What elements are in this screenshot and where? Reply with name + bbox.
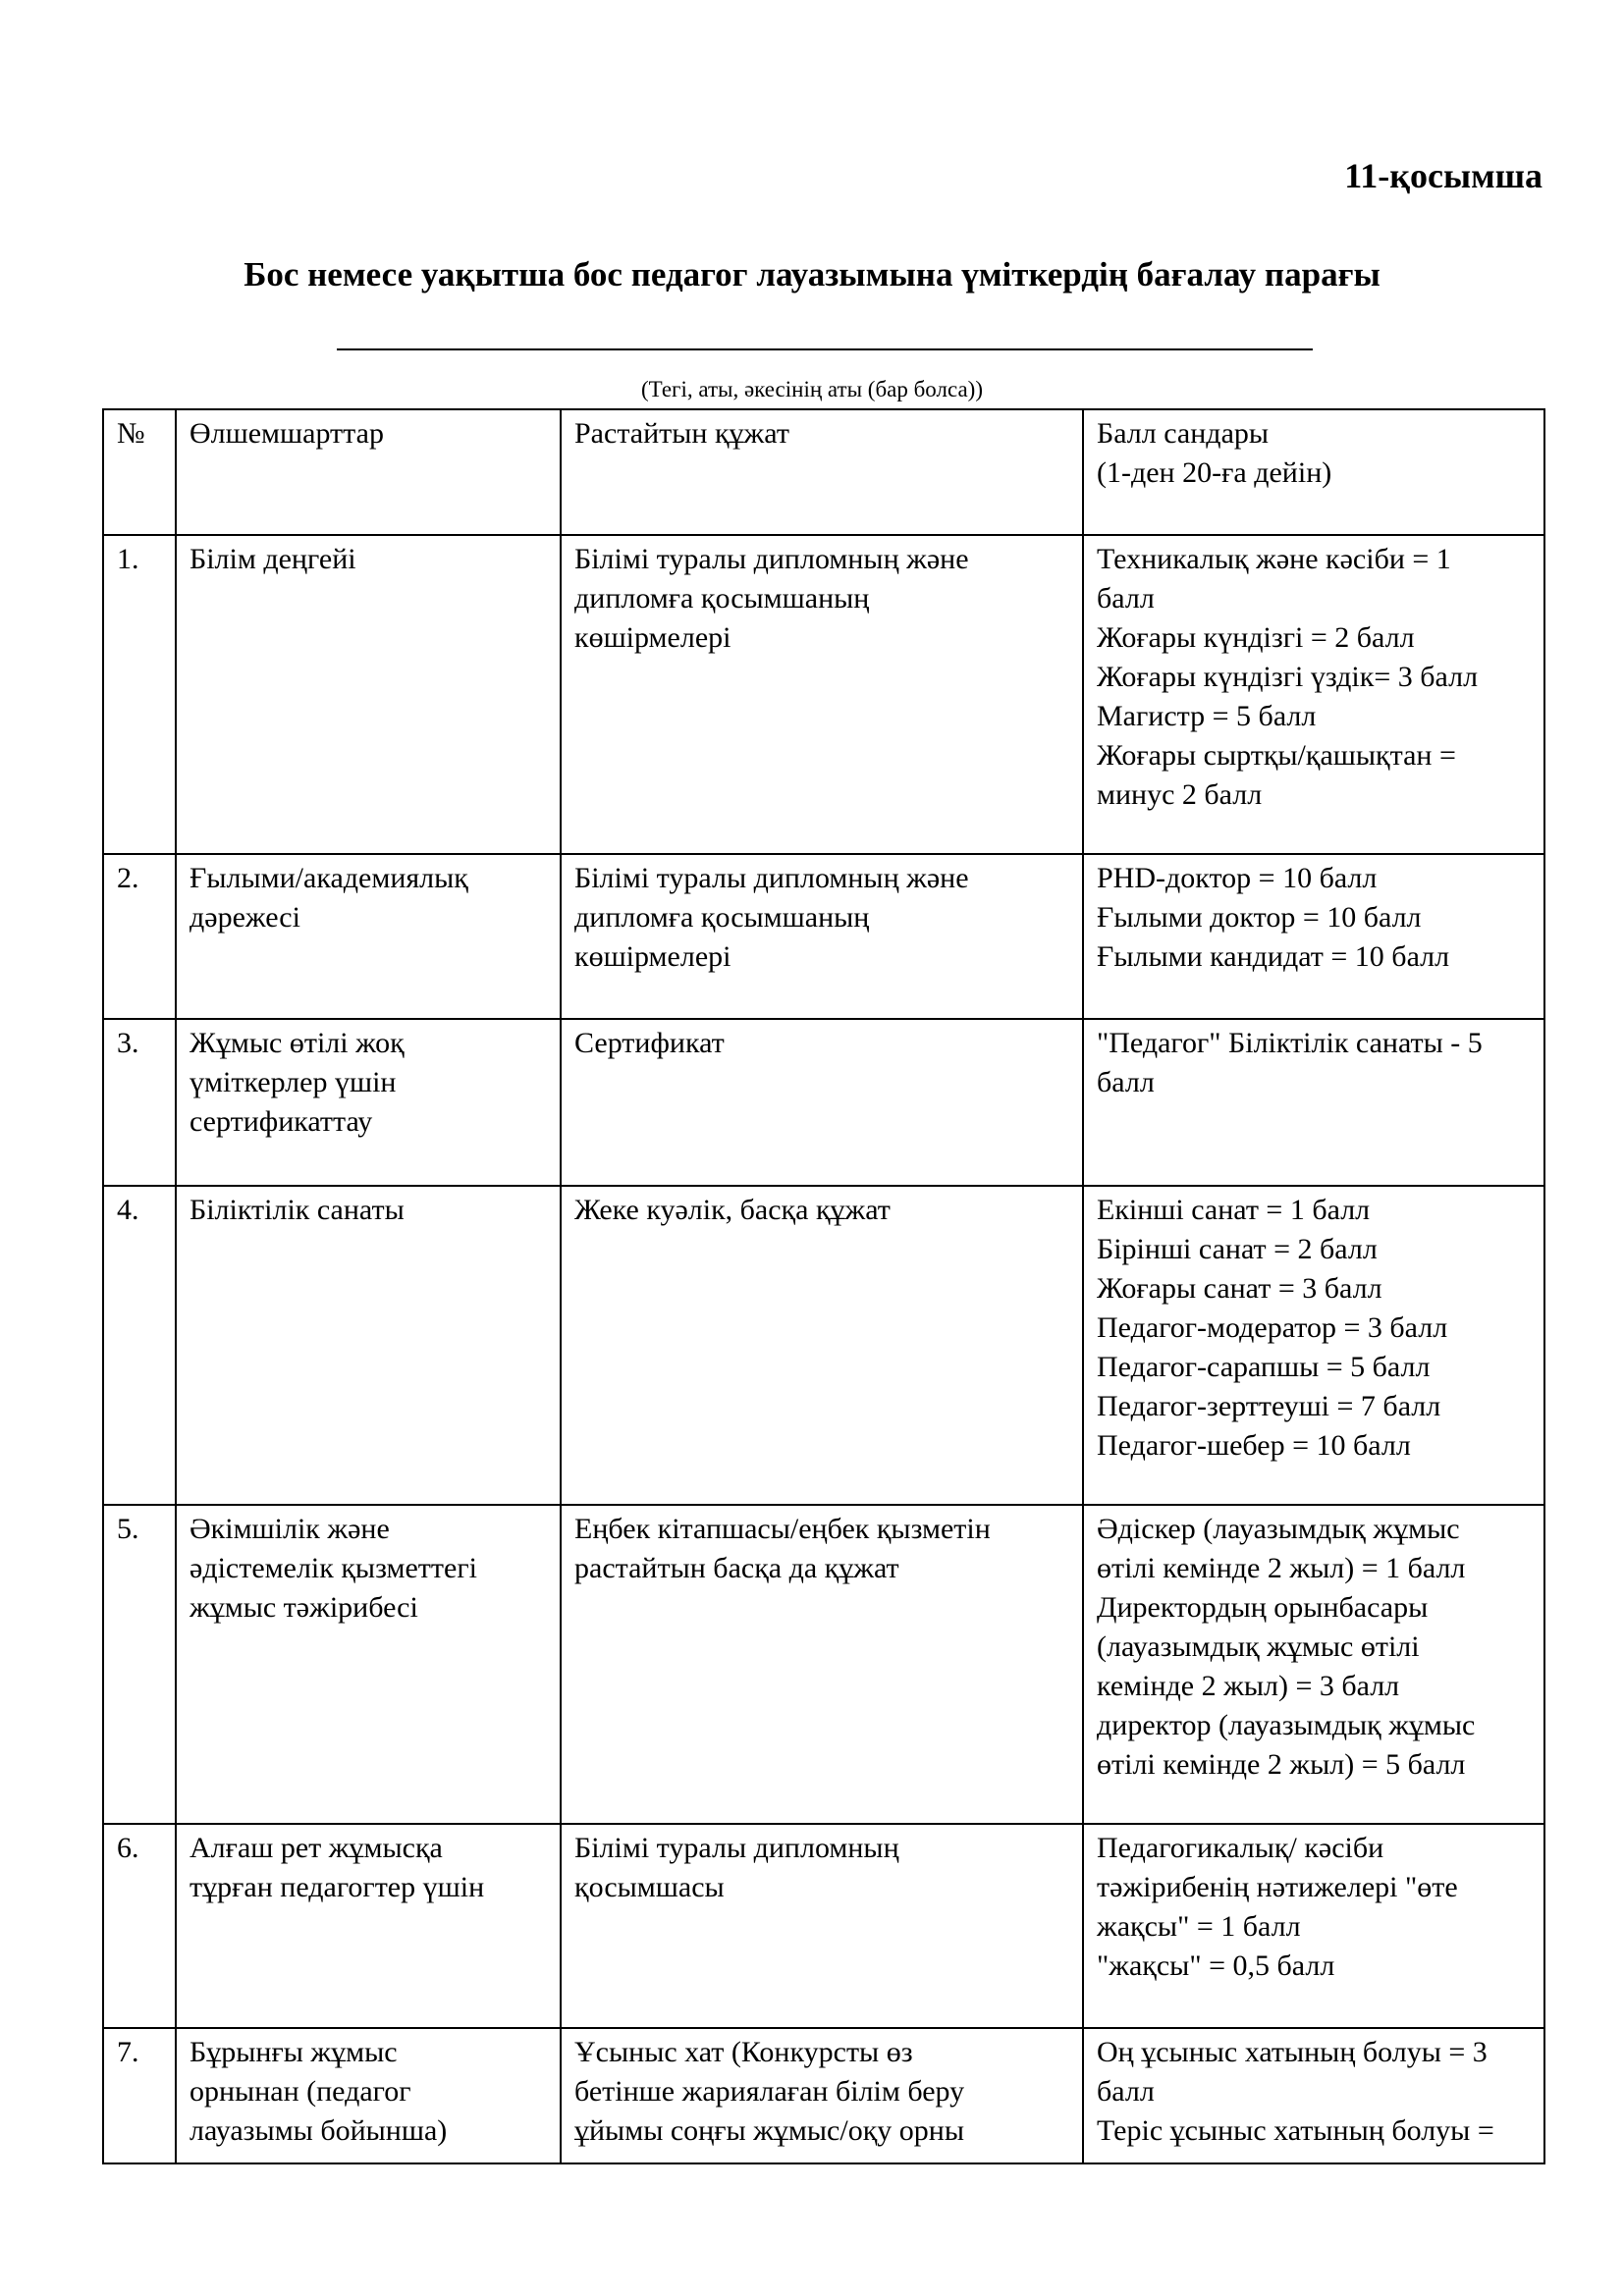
cell-line: жақсы" = 1 балл — [1097, 1910, 1301, 1943]
cell-line: қосымшасы — [574, 1871, 725, 1903]
document-cell — [561, 1186, 1083, 1505]
table-row — [103, 1019, 1544, 1186]
cell-line: әдістемелік қызметтегі — [189, 1552, 477, 1584]
name-underline — [337, 348, 1313, 350]
cell-line: Оң ұсыныс хатының болуы = 3 — [1097, 2036, 1488, 2068]
cell-line: балл — [1097, 1066, 1155, 1098]
cell-line: Жоғары сыртқы/қашықтан = — [1097, 739, 1456, 772]
cell-line: дипломға қосымшаның — [574, 582, 870, 614]
cell-line: өтілі кемінде 2 жыл) = 5 балл — [1097, 1748, 1466, 1781]
criterion-cell — [176, 1019, 561, 1186]
cell-line: сертификаттау — [189, 1105, 373, 1138]
cell-line: Білімі туралы дипломның — [574, 1832, 899, 1864]
cell-line: Бірінші санат = 2 балл — [1097, 1233, 1378, 1265]
cell-line: ұйымы соңғы жұмыс/оқу орны — [574, 2114, 964, 2147]
name-caption: (Тегі, аты, әкесінің аты (бар болса)) — [640, 377, 983, 401]
cell-line: балл — [1097, 582, 1155, 614]
cell-line: Өлшемшарттар — [189, 417, 384, 450]
cell-line: Балл сандары — [1097, 417, 1270, 450]
cell-line: Педагогикалық/ кәсіби — [1097, 1832, 1384, 1864]
cell-line: Педагог-сарапшы = 5 балл — [1097, 1351, 1431, 1383]
cell-line: Жоғары күндізгі үздік= 3 балл — [1097, 661, 1479, 693]
cell-line: № — [117, 417, 145, 450]
cell-line: Магистр = 5 балл — [1097, 700, 1317, 732]
points-cell — [1083, 854, 1544, 1019]
cell-line: Теріс ұсыныс хатының болуы = — [1097, 2114, 1494, 2147]
points-cell — [1083, 1019, 1544, 1186]
cell-line: 4. — [117, 1194, 139, 1226]
cell-line: Алғаш рет жұмысқа — [189, 1832, 443, 1864]
header-document — [561, 409, 1083, 535]
cell-line: Техникалық және кәсіби = 1 — [1097, 543, 1451, 575]
cell-line: Жеке куәлік, басқа құжат — [574, 1194, 891, 1226]
cell-line: Ұсыныс хат (Конкурсты өз — [574, 2036, 913, 2068]
points-cell — [1083, 1824, 1544, 2028]
cell-line: Ғылыми/академиялық — [189, 862, 468, 894]
row-number — [103, 1505, 176, 1824]
cell-line: (лауазымдық жұмыс өтілі — [1097, 1630, 1420, 1663]
criterion-cell — [176, 2028, 561, 2163]
table-row — [103, 535, 1544, 854]
table-row — [103, 2028, 1544, 2163]
cell-line: 2. — [117, 862, 139, 894]
evaluation-table — [102, 408, 1545, 2164]
cell-line: Әкімшілік және — [189, 1513, 390, 1545]
document-title: Бос немесе уақытша бос педагог лауазымына үміткердің бағалау парағы — [244, 255, 1380, 294]
table-header-row — [103, 409, 1544, 535]
cell-line: тәжірибенің нәтижелері "өте — [1097, 1871, 1458, 1903]
cell-line: "Педагог" Біліктілік санаты - 5 — [1097, 1027, 1483, 1059]
cell-line: Еңбек кітапшасы/еңбек қызметін — [574, 1513, 991, 1545]
cell-line: 5. — [117, 1513, 139, 1545]
cell-line: өтілі кемінде 2 жыл) = 1 балл — [1097, 1552, 1466, 1584]
cell-line: үміткерлер үшін — [189, 1066, 397, 1098]
cell-line: жұмыс тәжірибесі — [189, 1591, 418, 1624]
document-cell — [561, 2028, 1083, 2163]
cell-line: Жоғары санат = 3 балл — [1097, 1272, 1382, 1305]
cell-line: 3. — [117, 1027, 139, 1059]
cell-line: PHD-доктор = 10 балл — [1097, 862, 1378, 894]
points-cell — [1083, 1186, 1544, 1505]
cell-line: Әдіскер (лауазымдық жұмыс — [1097, 1513, 1460, 1545]
cell-line: Екінші санат = 1 балл — [1097, 1194, 1371, 1226]
cell-line: Білім деңгейі — [189, 543, 356, 575]
criterion-cell — [176, 1505, 561, 1824]
cell-line: дәрежесі — [189, 901, 300, 934]
cell-line: Жоғары күндізгі = 2 балл — [1097, 621, 1415, 654]
cell-line: Бұрынғы жұмыс — [189, 2036, 398, 2068]
appendix-label: 11-қосымша — [1344, 156, 1543, 195]
cell-line: Педагог-шебер = 10 балл — [1097, 1429, 1411, 1462]
cell-line: 6. — [117, 1832, 139, 1864]
row-number — [103, 1019, 176, 1186]
document-cell — [561, 535, 1083, 854]
cell-line: Ғылыми доктор = 10 балл — [1097, 901, 1422, 934]
cell-line: минус 2 балл — [1097, 778, 1263, 811]
points-cell — [1083, 2028, 1544, 2163]
cell-line: көшірмелері — [574, 621, 731, 654]
cell-line: Жұмыс өтілі жоқ — [189, 1027, 405, 1059]
cell-line: директор (лауазымдық жұмыс — [1097, 1709, 1476, 1741]
cell-line: балл — [1097, 2075, 1155, 2108]
document-cell — [561, 1019, 1083, 1186]
cell-line: 7. — [117, 2036, 139, 2068]
row-number — [103, 1824, 176, 2028]
header-criteria — [176, 409, 561, 535]
row-number — [103, 535, 176, 854]
header-points — [1083, 409, 1544, 535]
cell-line: бетінше жариялаған білім беру — [574, 2075, 965, 2108]
cell-line: лауазымы бойынша) — [189, 2114, 448, 2147]
cell-line: Сертификат — [574, 1027, 725, 1059]
points-cell — [1083, 535, 1544, 854]
row-number — [103, 854, 176, 1019]
cell-line: Біліктілік санаты — [189, 1194, 405, 1226]
cell-line: Директордың орынбасары — [1097, 1591, 1429, 1624]
criterion-cell — [176, 1186, 561, 1505]
cell-line: Білімі туралы дипломның және — [574, 543, 969, 575]
cell-line: растайтын басқа да құжат — [574, 1552, 899, 1584]
points-cell — [1083, 1505, 1544, 1824]
cell-line: дипломға қосымшаның — [574, 901, 870, 934]
cell-line: "жақсы" = 0,5 балл — [1097, 1949, 1335, 1982]
table-row — [103, 1824, 1544, 2028]
criterion-cell — [176, 1824, 561, 2028]
criterion-cell — [176, 854, 561, 1019]
document-cell — [561, 854, 1083, 1019]
table-row — [103, 854, 1544, 1019]
cell-line: 1. — [117, 543, 139, 575]
cell-line: Педагог-модератор = 3 балл — [1097, 1311, 1448, 1344]
criterion-cell — [176, 535, 561, 854]
cell-line: Ғылыми кандидат = 10 балл — [1097, 940, 1450, 973]
table-row — [103, 1505, 1544, 1824]
cell-line: кемінде 2 жыл) = 3 балл — [1097, 1670, 1400, 1702]
cell-line: көшірмелері — [574, 940, 731, 973]
row-number — [103, 2028, 176, 2163]
cell-line: орнынан (педагог — [189, 2075, 411, 2108]
cell-line: (1-ден 20-ға дейін) — [1097, 456, 1332, 489]
cell-line: Педагог-зерттеуші = 7 балл — [1097, 1390, 1441, 1422]
table-row — [103, 1186, 1544, 1505]
document-cell — [561, 1505, 1083, 1824]
document-cell — [561, 1824, 1083, 2028]
header-number — [103, 409, 176, 535]
row-number — [103, 1186, 176, 1505]
cell-line: Растайтын құжат — [574, 417, 789, 450]
cell-line: Білімі туралы дипломның және — [574, 862, 969, 894]
cell-line: тұрған педагогтер үшін — [189, 1871, 485, 1903]
